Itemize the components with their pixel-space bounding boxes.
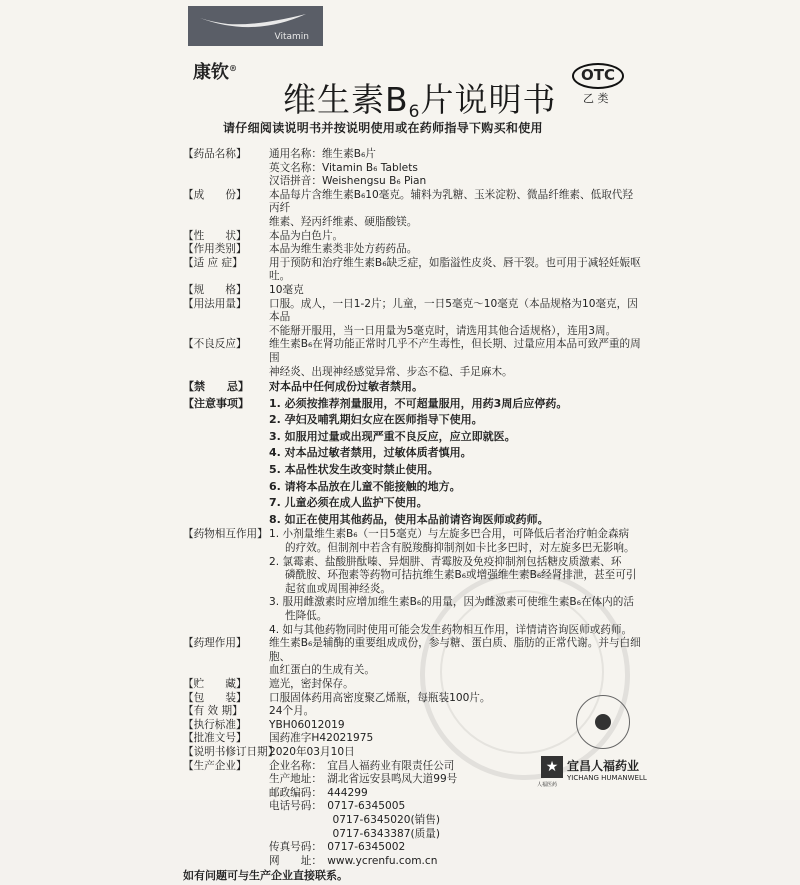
section-contraindications: 【禁 忌】 对本品中任何成份过敏者禁用。 (183, 380, 423, 394)
section-storage: 【贮 藏】 遮光，密封保存。 (183, 677, 354, 690)
section-adverse: 【不良反应】 维生素B₆在肾功能正常时几乎不产生毒性，但长期、过量应用本品可致严重的周围 神经炎、出现神经感觉异常、步态不稳、手足麻木。 (183, 338, 641, 378)
section-pharmacology: 【药理作用】 维生素B₆是辅酶的重要组成成份，参与糖、蛋白质、脂肪的正常代谢。并与白细胞、 血红蛋白的生成有关。 (183, 637, 641, 677)
section-validity: 【有 效 期】 24个月。 (183, 705, 315, 718)
section-category: 【作用类别】 本品为维生素类非处方药药品。 (183, 243, 418, 256)
certification-mark-icon (576, 695, 630, 749)
company-logo-sub: 人福医药 (537, 782, 558, 788)
section-standard: 【执行标准】 YBH06012019 (183, 718, 345, 731)
section-name: 【药品名称】 通用名称：维生素B₆片 英文名称：Vitamin B₆ Tablets 汉语拼音：Weishengsu B₆ Pian (183, 148, 427, 188)
otc-badge: OTC (572, 63, 624, 89)
company-logo-icon: ★ (541, 756, 563, 778)
section-approval: 【批准文号】 国药准字H42021975 (183, 732, 374, 745)
section-cautions: 【注意事项】 1. 必须按推荐剂量服用，不可超量服用，用药3周后应停药。 2. 孕妇及哺乳期妇女应在医师指导下使用。 3. 如服用过量或出现严重不良反应，应立即就医。 4. 对本品过敏者禁用，过敏体质者慎用。 5. 本品性状发生改变时禁止使用。 6. 请将本品放在儿童不能接触的地方。 7. 儿童必须在成人监护下使用。 8. 如正在使用其他药品，使用本品前请咨询医师或药师。 (183, 396, 568, 526)
page-title: 维生素$B_6$片说明书 (283, 80, 557, 122)
section-indications: 【适 应 症】 用于预防和治疗维生素B₆缺乏症，如脂溢性皮炎、唇干裂。也可用于减轻妊娠呕吐。 (183, 256, 641, 283)
company-logo-name: 宜昌人福药业 (567, 759, 640, 773)
section-interactions: 【药物相互作用】 1. 小剂量维生素B₆（一日5毫克）与左旋多巴合用，可降低后者治疗帕金森病 的疗效。但制剂中若含有脱羧酶抑制剂如卡比多巴时，对左旋多巴无影响。 2. 氯霉素、盐酸肼酞嗪、异烟肼、青霉胺及免疫抑制剂包括糖皮质激素、环 磷酰胺、环孢素等药物可拮抗维生素B₆或增强维生素B₆经肾排泄，甚至可引 起贫血或周围神经炎。 3. 服用雌激素时应增加维生素B₆的用量，因为雌激素可使维生素B₆在体内的活 性降低。 4. 如与其他药物同时使用可能会发生药物相互作用，详情请咨询医师或药师。 (183, 528, 637, 636)
vitamin-banner (188, 6, 323, 46)
brand-name: 康钦® (193, 62, 237, 83)
footer-note: 如有问题可与生产企业直接联系。 (183, 869, 348, 883)
banner-label: Vitamin (274, 32, 309, 42)
section-composition: 【成 份】 本品每片含维生素B₆10毫克。辅料为乳糖、玉米淀粉、微晶纤维素、低取代羟丙纤 维素、羟丙纤维素、硬脂酸镁。 (183, 188, 633, 228)
section-revision: 【说明书修订日期】 2020年03月10日 (183, 745, 355, 758)
section-manufacturer: 【生产企业】 企业名称： 宜昌人福药业有限责任公司 生产地址： 湖北省远安县鸣凤大道99号 邮政编码： 444299 电话号码： 0717-6345005 0717-6345020(销售) 0717-6343387(质量) 传真号码： 0717-6345002 网 址： www.ycrenfu.com.cn (183, 759, 458, 867)
otc-category: 乙 类 (583, 92, 609, 105)
company-logo-en: YICHANG HUMANWELL (567, 774, 647, 782)
section-package: 【包 装】 口服固体药用高密度聚乙烯瓶，每瓶装100片。 (183, 691, 491, 704)
section-appearance: 【性 状】 本品为白色片。 (183, 229, 344, 242)
section-dosage: 【用法用量】 口服。成人，一日1-2片；儿童，一日5毫克～10毫克（本品规格为10毫克，因本品 不能掰开服用，当一日用量为5毫克时，请选用其他合适规格），连用3周。 (183, 297, 638, 337)
page-subtitle: 请仔细阅读说明书并按说明使用或在药师指导下购买和使用 (223, 121, 543, 135)
section-spec: 【规 格】 10毫克 (183, 283, 304, 296)
